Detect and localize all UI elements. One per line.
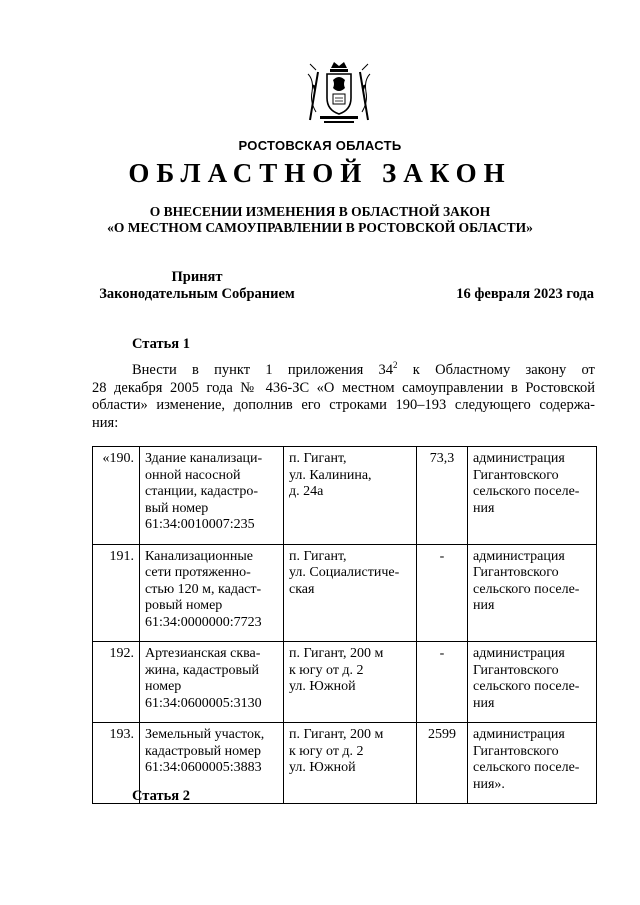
object-owner-line: сельского поселе- [473,484,580,499]
object-name-line: 61:34:0000000:7723 [145,614,262,630]
document-type: ОБЛАСТНОЙ ЗАКОН [128,158,512,188]
object-owner-line: сельского поселе- [473,760,580,775]
object-address-line: к югу от д. 2 [289,662,364,678]
object-owner-line: сельского поселе- [473,581,580,597]
object-area: - [417,642,468,723]
object-owner-line: администрация [473,451,565,466]
object-name-line: Канализационные [145,548,254,564]
object-name-line: станции, кадастро- [145,484,258,499]
row-number: 192. [93,642,140,723]
object-name-line: 61:34:0600005:3883 [145,760,262,775]
object-name-line: вый номер [145,500,209,516]
object-owner-line: администрация [473,548,565,564]
object-address-line: ская [289,581,315,597]
table-row [93,447,597,545]
object-name-line: ровый номер [145,598,223,613]
object-name-line: 61:34:0600005:3130 [145,695,262,711]
rostov-oblast-coat-of-arms-icon [302,60,376,126]
object-owner-line: ния». [473,776,505,792]
object-address [284,723,417,804]
object-owner [468,723,597,804]
object-name-line: сети протяженно- [145,565,251,580]
table-row [93,642,597,723]
row-number: «190. [93,447,140,545]
objects-table [92,446,597,804]
object-owner-line: Гигантовского [473,662,559,678]
table-row [93,544,597,642]
object-address [284,642,417,723]
object-owner-line: администрация [473,727,565,742]
object-owner-line: Гигантовского [473,743,559,759]
object-name [140,544,284,642]
object-name-line: 61:34:0010007:235 [145,517,255,532]
row-number: 193. [93,723,140,804]
object-address-line: к югу от д. 2 [289,743,364,759]
text-line: области» изменение, дополнив его строками 190–193 следующего содержа- [92,397,595,413]
object-name-line: жина, кадастровый [145,662,260,678]
object-owner-line: ния [473,598,495,613]
object-owner [468,544,597,642]
object-name-line: Артезианская сква- [145,646,261,661]
object-owner-line: сельского поселе- [473,679,580,694]
object-name [140,642,284,723]
adoption-line: Принят [171,269,223,285]
object-address-line: д. 24а [289,484,324,499]
region-name: РОСТОВСКАЯ ОБЛАСТЬ [238,138,402,153]
object-name-line: стью 120 м, кадаст- [145,581,262,597]
object-owner [468,447,597,545]
object-address-line: п. Гигант, [289,451,347,466]
object-owner [468,642,597,723]
object-name-line: Земельный участок, [145,727,265,742]
object-address-line: ул. Южной [289,679,356,694]
text-line: 28 декабря 2005 года № 436-ЗС «О местном самоуправлении в Ростовской [92,379,595,396]
object-owner-line: Гигантовского [473,467,559,483]
law-title [0,204,640,236]
article-2-heading: Статья 2 [132,788,190,804]
object-area: - [417,544,468,642]
law-title-line: О ВНЕСЕНИИ ИЗМЕНЕНИЯ В ОБЛАСТНОЙ ЗАКОН [149,204,491,219]
object-name-line: кадастровый номер [145,743,261,759]
object-address-line: п. Гигант, 200 м [289,646,384,661]
object-owner-line: ния [473,500,495,516]
text-line: Внести в пункт 1 приложения $34^2$ к Областному закону от [132,360,595,378]
law-title-line: «О МЕСТНОМ САМОУПРАВЛЕНИИ В РОСТОВСКОЙ ОБЛАСТИ» [107,220,533,235]
adoption-statement [92,269,302,303]
object-name-line: Здание канализаци- [145,451,263,466]
object-address [284,447,417,545]
object-owner-line: администрация [473,646,565,661]
object-owner-line: Гигантовского [473,565,559,580]
text-line: ния: [92,414,119,431]
object-area: 2599 [417,723,468,804]
object-address-line: ул. Южной [289,760,356,775]
object-area: 73,3 [417,447,468,545]
article-1-heading: Статья 1 [132,336,190,352]
object-address [284,544,417,642]
row-number: 191. [93,544,140,642]
object-owner-line: ния [473,695,495,711]
object-address-line: ул. Калинина, [289,467,372,483]
object-address-line: п. Гигант, [289,548,347,564]
object-address-line: ул. Социалистиче- [289,565,400,580]
object-name-line: номер [145,679,182,694]
article-1-text [92,362,595,432]
adoption-date: 16 февраля 2023 года [456,286,594,302]
object-name [140,447,284,545]
adoption-body: Законодательным Собранием [99,286,295,302]
appendix-number: $34^2$ [378,360,398,378]
object-name-line: онной насосной [145,467,241,483]
object-address-line: п. Гигант, 200 м [289,727,384,742]
